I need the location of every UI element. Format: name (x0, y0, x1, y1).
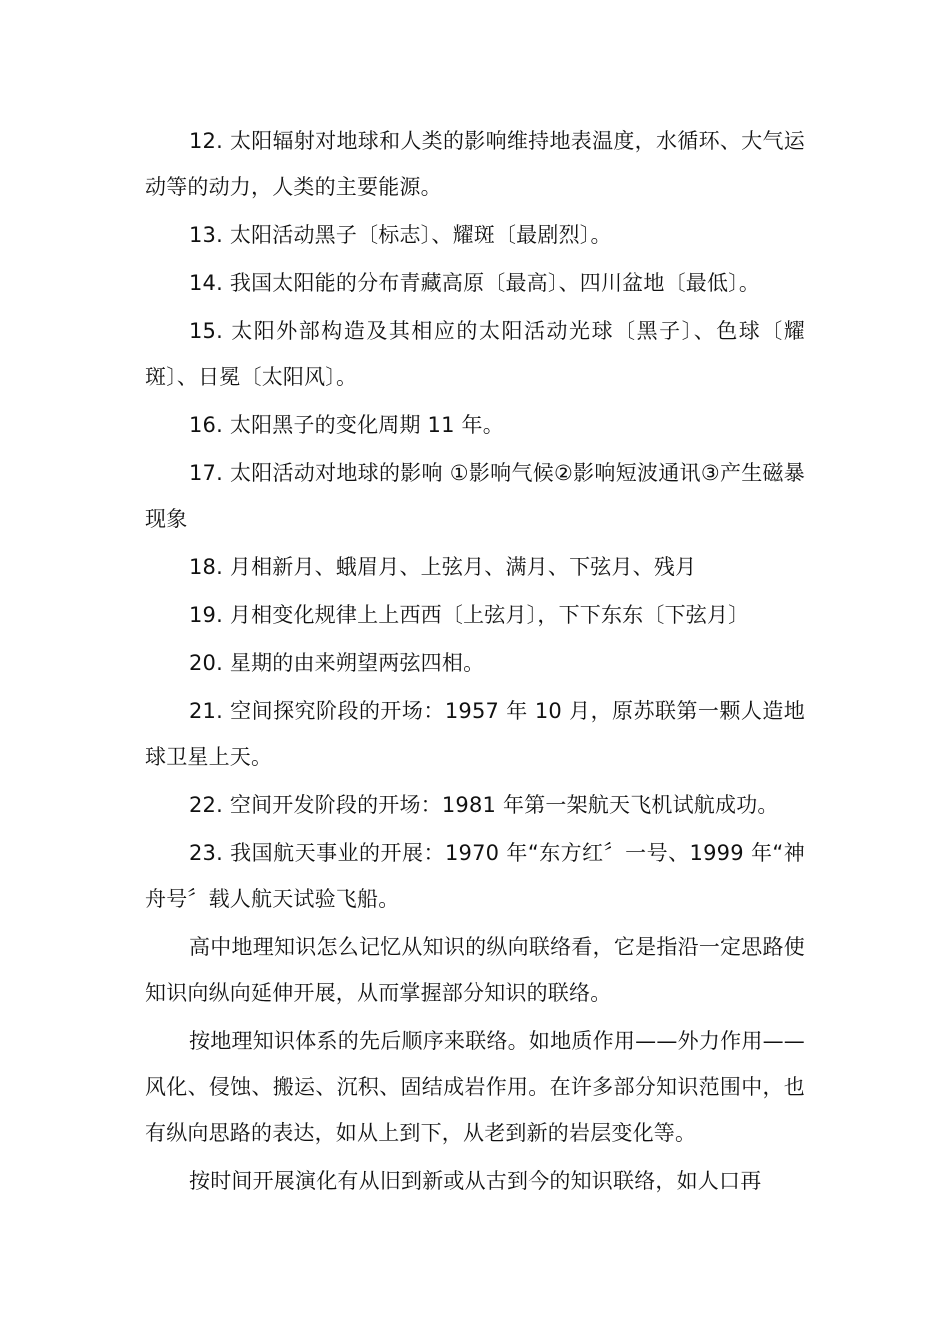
paragraph-12: 12. 太阳辐射对地球和人类的影响维持地表温度，水循环、大气运动等的动力，人类的主要能源。 (145, 129, 805, 199)
paragraph-18: 18. 月相新月、蛾眉月、上弦月、满月、下弦月、残月 (189, 555, 697, 579)
paragraph-15: 15. 太阳外部构造及其相应的太阳活动光球〔黑子〕、色球〔耀斑〕、日冕〔太阳风〕。 (145, 319, 805, 389)
paragraph-22: 22. 空间开发阶段的开场：1981 年第一架航天飞机试航成功。 (189, 793, 779, 817)
paragraph-13: 13. 太阳活动黑子〔标志〕、耀斑〔最剧烈〕。 (189, 223, 612, 247)
paragraph-21: 21. 空间探究阶段的开场：1957 年 10 月，原苏联第一颗人造地球卫星上天。 (145, 699, 805, 769)
paragraph-16: 16. 太阳黑子的变化周期 11 年。 (189, 413, 504, 437)
paragraph-knowledge-order: 按地理知识体系的先后顺序来联络。如地质作用——外力作用——风化、侵蚀、搬运、沉积、固结成岩作用。在许多部分知识范围中，也有纵向思路的表达，如从上到下，从老到新的岩层变化等。 (145, 1029, 805, 1145)
paragraph-19: 19. 月相变化规律上上西西〔上弦月〕，下下东东〔下弦月〕 (189, 603, 750, 627)
paragraph-17: 17. 太阳活动对地球的影响 ①影响气候②影响短波通讯③产生磁暴现象 (145, 461, 805, 531)
paragraph-memory-method: 高中地理知识怎么记忆从知识的纵向联络看，它是指沿一定思路使知识向纵向延伸开展，从而掌握部分知识的联络。 (145, 935, 805, 1005)
paragraph-time-evolution: 按时间开展演化有从旧到新或从古到今的知识联络，如人口再 (189, 1169, 762, 1193)
paragraph-20: 20. 星期的由来朔望两弦四相。 (189, 651, 485, 675)
document-body (145, 118, 805, 1206)
paragraph-23: 23. 我国航天事业的开展：1970 年“东方红〞一号、1999 年“神舟号〞载人航天试验飞船。 (145, 841, 805, 911)
paragraph-14: 14. 我国太阳能的分布青藏高原〔最高〕、四川盆地〔最低〕。 (189, 271, 761, 295)
